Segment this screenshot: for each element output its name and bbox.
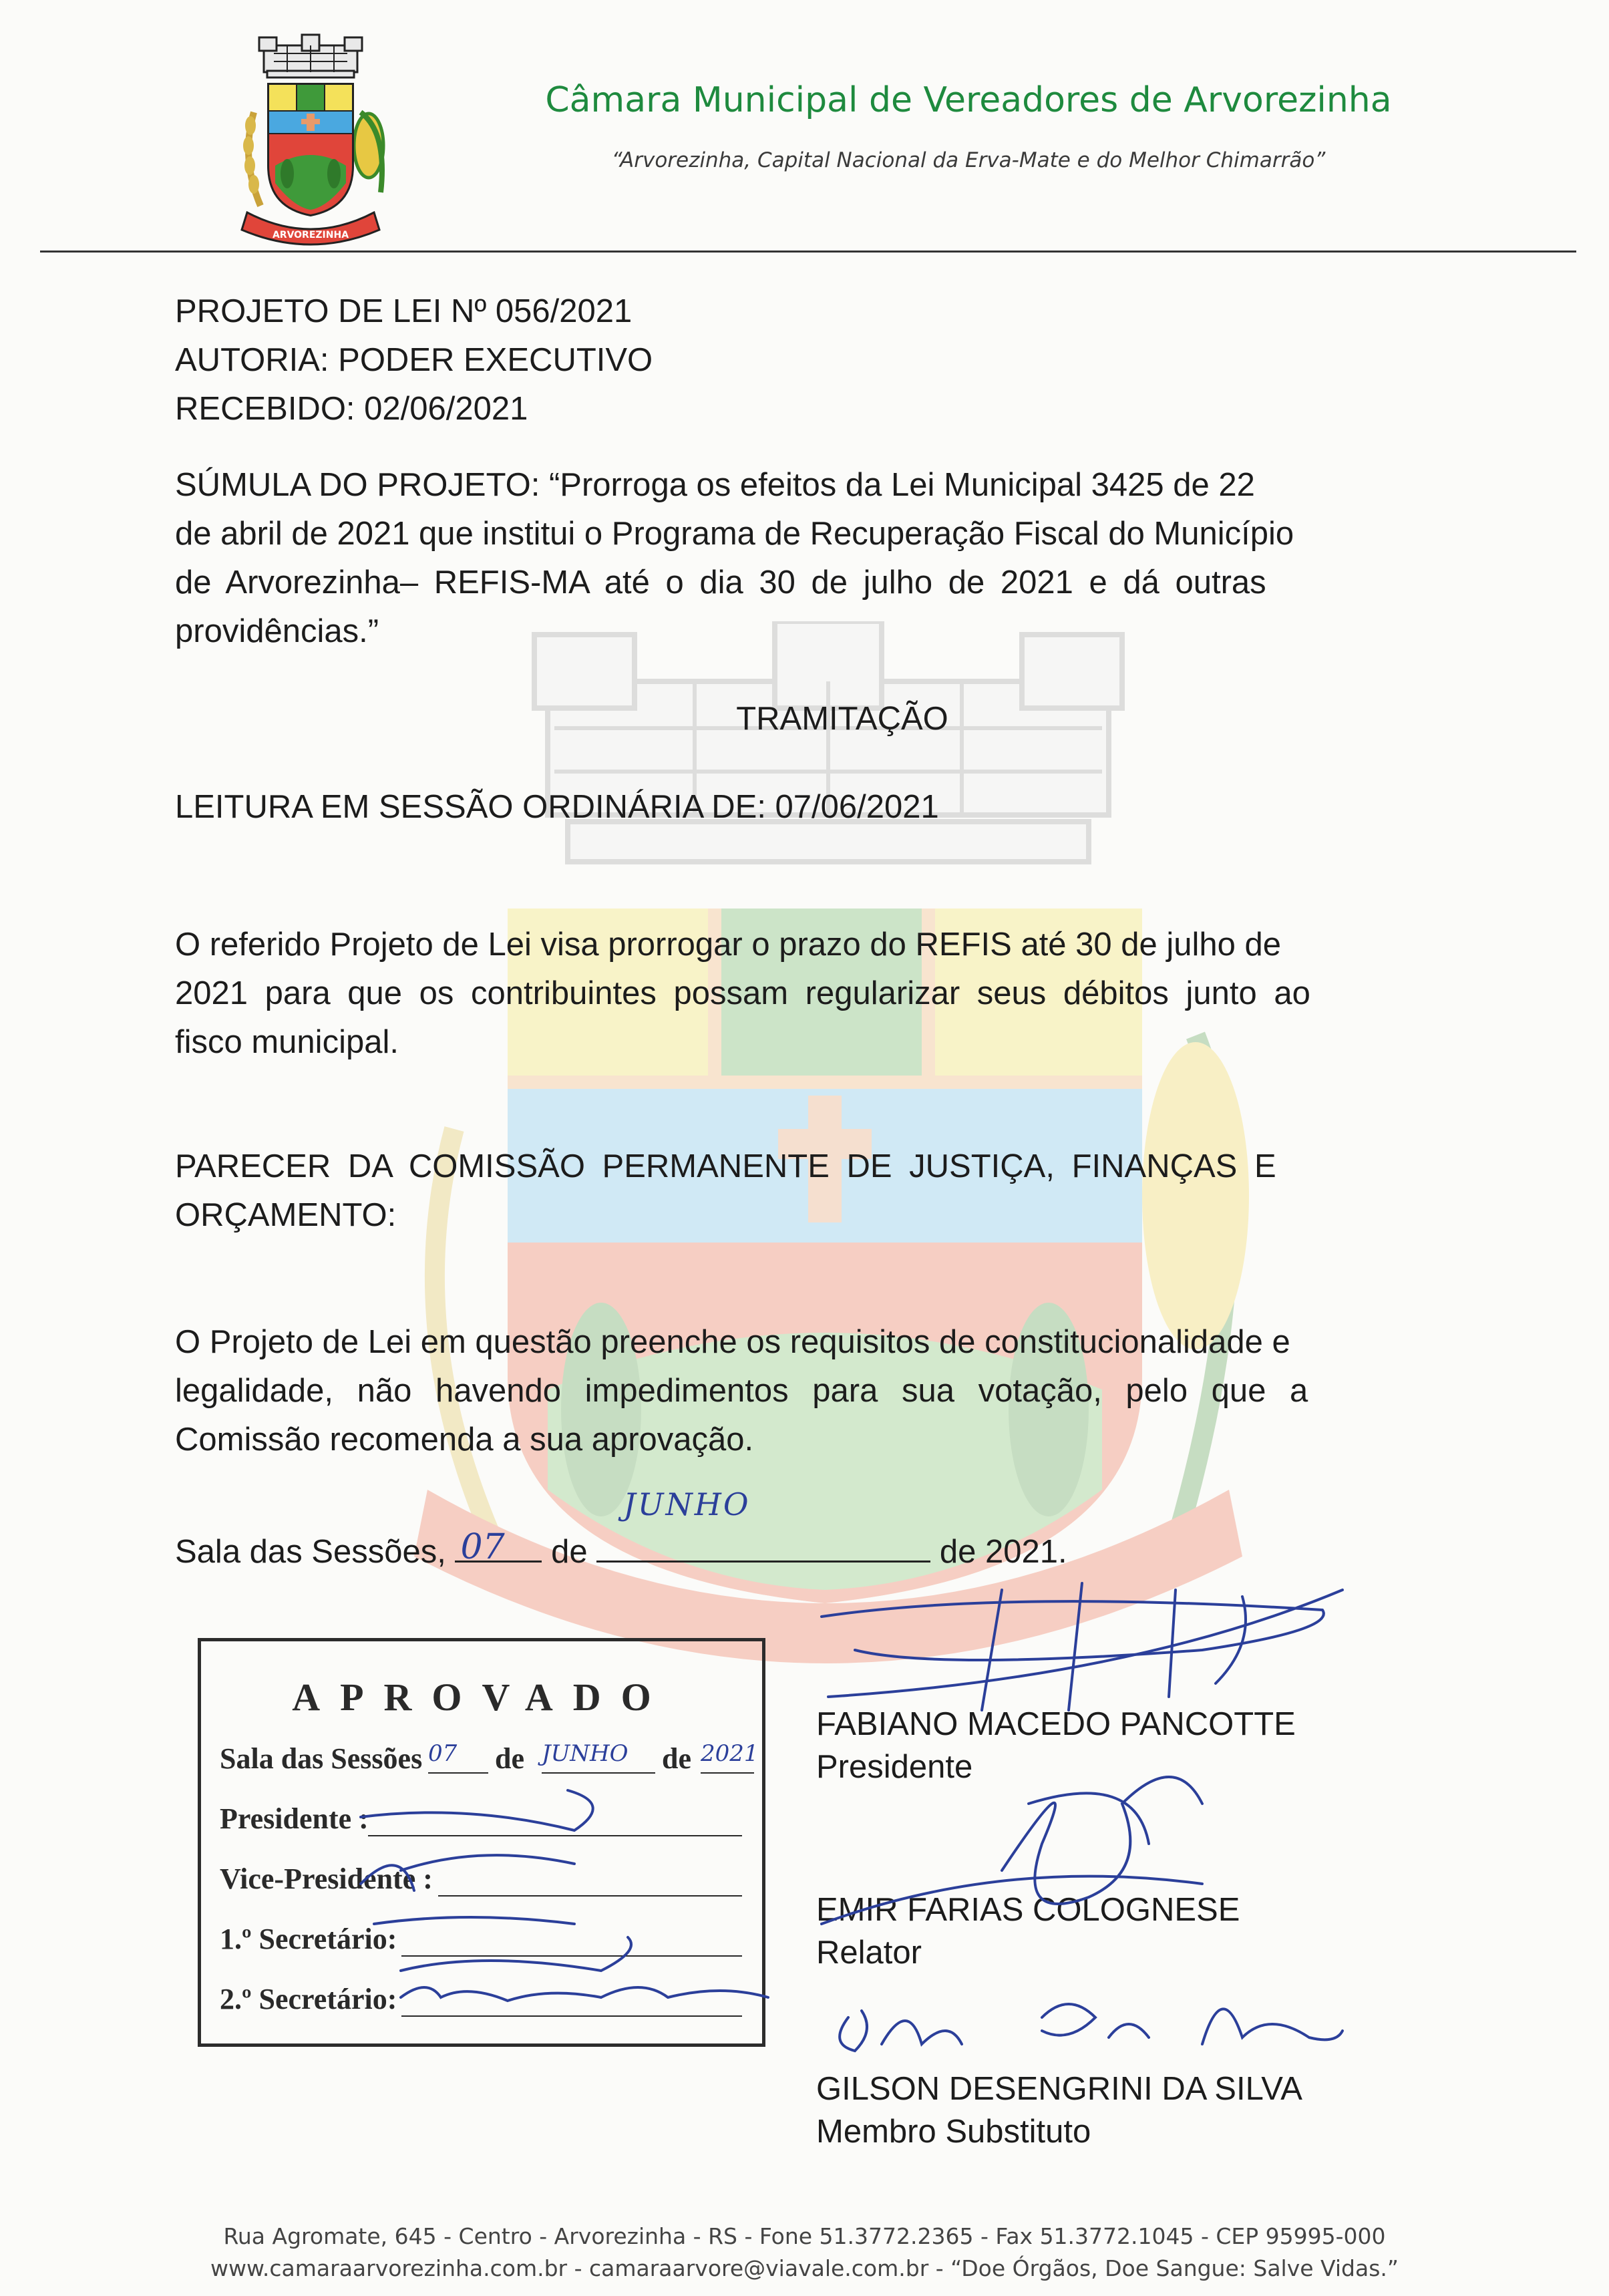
stamp-first-secretary-label: 1.º Secretário: <box>220 1923 397 1955</box>
organization-name: Câmara Municipal de Vereadores de Arvorezinha <box>545 80 1392 120</box>
opinion-body-line: O Projeto de Lei em questão preenche os requisitos de constitucionalidade e <box>175 1324 1290 1360</box>
stamp-session-label: Sala das Sessões <box>220 1742 423 1775</box>
stamp-session-de2: de <box>662 1742 691 1775</box>
description-line: fisco municipal. <box>175 1024 399 1060</box>
stamp-month-line <box>542 1772 655 1774</box>
session-date-connector: de <box>551 1534 588 1570</box>
signatory-name-rapporteur: EMIR FARIAS COLOGNESE <box>816 1892 1240 1928</box>
signatory-name-substitute: GILSON DESENGRINI DA SILVA <box>816 2071 1302 2107</box>
project-summary-cont <box>175 510 1509 656</box>
stamp-year-line <box>701 1772 754 1774</box>
summary-line: providências.” <box>175 613 379 649</box>
description-line: 2021 para que os contribuintes possam regularizar seus débitos junto ao <box>175 975 1310 1011</box>
summary-line: SÚMULA DO PROJETO: “Prorroga os efeitos da Lei Municipal 3425 de 22 <box>175 467 1255 503</box>
opinion-body-line: legalidade, não havendo impedimentos para sua votação, pelo que a <box>175 1373 1308 1409</box>
stamp-vice-line <box>438 1895 742 1897</box>
session-date-line <box>175 1486 1509 1577</box>
footer-contact: www.camaraarvorezinha.com.br - camaraarvore@viavale.com.br - “Doe Órgãos, Doe Sangue: Salve Vidas.” <box>210 2255 1399 2281</box>
stamp-session-day: 07 <box>428 1740 458 1767</box>
stamp-session-de1: de <box>495 1742 524 1775</box>
project-author: AUTORIA: PODER EXECUTIVO <box>175 342 653 378</box>
project-summary <box>175 461 1509 510</box>
stamp-first-secretary-line <box>401 1955 742 1957</box>
stamp-president-line <box>368 1835 742 1836</box>
description-line: O referido Projeto de Lei visa prorrogar o prazo do REFIS até 30 de julho de <box>175 927 1282 963</box>
procedure-heading: TRAMITAÇÃO <box>736 701 948 737</box>
summary-line: de Arvorezinha– REFIS-MA até o dia 30 de julho de 2021 e dá outras <box>175 564 1266 601</box>
opinion-body <box>175 1318 1509 1464</box>
header-divider <box>40 251 1576 253</box>
opinion-heading-line: ORÇAMENTO: <box>175 1197 397 1233</box>
stamp-session-year: 2021 <box>701 1740 759 1767</box>
approval-stamp <box>198 1638 765 2047</box>
opinion-body-line: Comissão recomenda a sua aprovação. <box>175 1422 754 1458</box>
stamp-title: APROVADO <box>292 1675 671 1719</box>
signatory-role-president: Presidente <box>816 1749 973 1785</box>
month-field <box>596 1486 930 1563</box>
stamp-session-month: JUNHO <box>542 1740 629 1767</box>
crest-banner-text: ARVOREZINHA <box>272 230 349 240</box>
project-received-date: RECEBIDO: 02/06/2021 <box>175 391 528 427</box>
stamp-session-row <box>220 1742 422 1776</box>
procedure-description <box>175 921 1509 1067</box>
signatory-role-substitute: Membro Substituto <box>816 2114 1091 2150</box>
signatory-name-president: FABIANO MACEDO PANCOTTE <box>816 1706 1296 1742</box>
municipal-crest-logo <box>227 32 394 253</box>
stamp-president-label: Presidente : <box>220 1802 369 1835</box>
stamp-vice-label: Vice-Presidente : <box>220 1862 433 1895</box>
footer-address: Rua Agromate, 645 - Centro - Arvorezinha - RS - Fone 51.3772.2365 - Fax 51.3772.1045 - CEP 95995-000 <box>223 2223 1386 2249</box>
stamp-second-secretary-label: 2.º Secretário: <box>220 1983 397 2015</box>
day-handwritten: 07 <box>460 1527 505 1567</box>
stamp-day-line <box>428 1772 488 1774</box>
project-number: PROJETO DE LEI Nº 056/2021 <box>175 293 633 329</box>
opinion-heading <box>175 1142 1509 1240</box>
stamp-second-secretary-line <box>401 2015 742 2017</box>
session-date-suffix: de 2021. <box>939 1534 1067 1570</box>
signatory-role-rapporteur: Relator <box>816 1935 922 1971</box>
project-info <box>175 287 1509 434</box>
organization-motto: “Arvorezinha, Capital Nacional da Erva-Mate e do Melhor Chimarrão” <box>611 148 1326 172</box>
session-date-prefix: Sala das Sessões, <box>175 1534 446 1570</box>
day-field <box>455 1527 542 1567</box>
session-reading-date: LEITURA EM SESSÃO ORDINÁRIA DE: 07/06/2021 <box>175 789 939 825</box>
opinion-heading-line: PARECER DA COMISSÃO PERMANENTE DE JUSTIÇA, FINANÇAS E <box>175 1148 1276 1184</box>
month-handwritten: JUNHO <box>623 1486 751 1522</box>
summary-line: de abril de 2021 que institui o Programa de Recuperação Fiscal do Município <box>175 516 1294 552</box>
